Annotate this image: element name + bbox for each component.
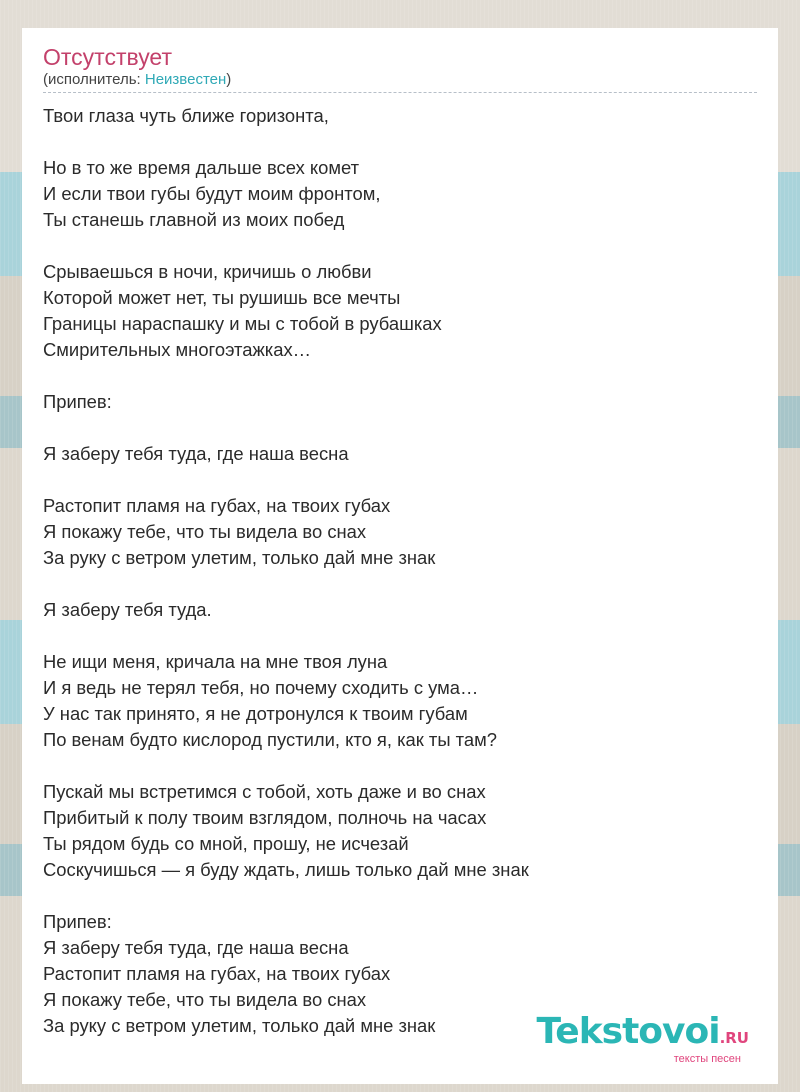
lyric-line: Соскучишься — я буду ждать, лишь только дай мне знак <box>43 859 529 880</box>
lyric-line <box>43 363 757 389</box>
song-title: Отсутствует <box>43 44 172 70</box>
lyric-line <box>43 753 757 779</box>
lyric-line: Срываешься в ночи, кричишь о любви <box>43 261 372 282</box>
site-watermark <box>536 1011 749 1065</box>
lyric-line <box>43 129 757 155</box>
artist-prefix: (исполнитель: <box>43 71 145 88</box>
lyric-line: За руку с ветром улетим, только дай мне знак <box>43 1015 436 1036</box>
lyric-line: Смирительных многоэтажках… <box>43 339 312 360</box>
site-logo-name: Tekstovoi <box>536 1011 720 1052</box>
lyric-line <box>43 623 757 649</box>
lyric-line: Границы нараспашку и мы с тобой в рубашках <box>43 313 442 334</box>
lyrics-text <box>43 103 757 1039</box>
lyric-line: Я покажу тебе, что ты видела во снах <box>43 989 367 1010</box>
lyric-line: И если твои губы будут моим фронтом, <box>43 183 381 204</box>
lyric-line: Я покажу тебе, что ты видела во снах <box>43 521 367 542</box>
lyric-line: Не ищи меня, кричала на мне твоя луна <box>43 651 388 672</box>
artist-suffix: ) <box>226 71 232 88</box>
site-logo-tld: .RU <box>719 1029 749 1047</box>
artist-line <box>43 71 757 93</box>
lyric-line <box>43 415 757 441</box>
lyric-line <box>43 571 757 597</box>
lyric-line: И я ведь не терял тебя, но почему сходить с ума… <box>43 677 479 698</box>
lyric-line: Ты станешь главной из моих побед <box>43 209 345 230</box>
lyric-line: Которой может нет, ты рушишь все мечты <box>43 287 401 308</box>
lyric-line: Но в то же время дальше всех комет <box>43 157 360 178</box>
artist-link[interactable]: Неизвестен <box>144 71 227 88</box>
site-logo <box>536 1011 749 1056</box>
site-tagline: тексты песен <box>673 1053 741 1065</box>
lyric-line: Я заберу тебя туда, где наша весна <box>43 443 349 464</box>
lyric-line: У нас так принято, я не дотронулся к твоим губам <box>43 703 468 724</box>
lyric-line <box>43 467 757 493</box>
lyric-line: Ты рядом будь со мной, прошу, не исчезай <box>43 833 409 854</box>
lyric-line: Я заберу тебя туда. <box>43 599 212 620</box>
lyric-line: Растопит пламя на губах, на твоих губах <box>43 963 391 984</box>
lyric-line: По венам будто кислород пустили, кто я, как ты там? <box>43 729 497 750</box>
lyric-line: Припев: <box>43 911 112 932</box>
lyric-line: Прибитый к полу твоим взглядом, полночь на часах <box>43 807 487 828</box>
lyric-line: Пускай мы встретимся с тобой, хоть даже и во снах <box>43 781 486 802</box>
lyric-line: Растопит пламя на губах, на твоих губах <box>43 495 391 516</box>
lyric-line <box>43 883 757 909</box>
lyric-line: Припев: <box>43 391 112 412</box>
lyric-line: Я заберу тебя туда, где наша весна <box>43 937 349 958</box>
lyric-line: За руку с ветром улетим, только дай мне знак <box>43 547 436 568</box>
lyric-line: Твои глаза чуть ближе горизонта, <box>43 105 329 126</box>
lyric-line <box>43 233 757 259</box>
lyrics-card <box>22 28 778 1084</box>
